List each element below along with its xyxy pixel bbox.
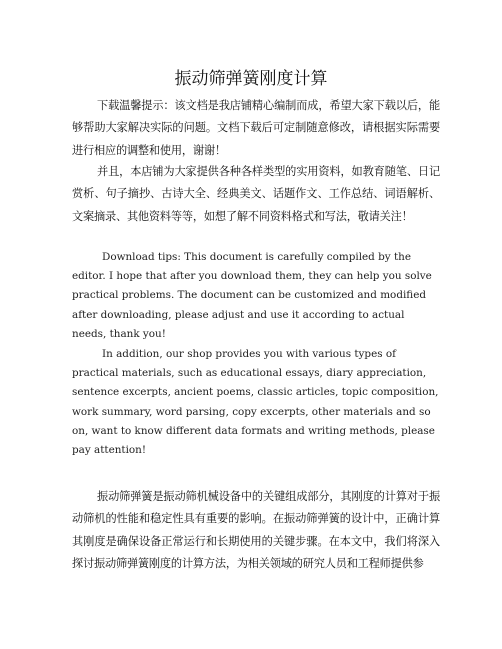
download-tip-paragraph-zh: 下载温馨提示：该文档是我店铺精心编制而成，希望大家下载以后，能够帮助大家解决实际的问题。文档下载后可定制随意修改，请根据实际需要进行相应的调整和使用，谢谢！ — [72, 99, 440, 157]
download-tip-paragraph-en: Download tips: This document is carefully compiled by the editor. I hope that after you download them, they can help you solve practical problems. The document can be customized and modified after downloading, please adjust and use it according to actual needs, thank you! — [72, 251, 432, 340]
shop-notice-paragraph-zh: 并且，本店铺为大家提供各种各样类型的实用资料，如教育随笔、日记赏析、句子摘抄、古诗大全、经典美文、话题作文、工作总结、词语解析、文案摘录、其他资料等等，如想了解不同资料格式和写法，敬请关注！ — [72, 165, 440, 223]
body-paragraph: 振动筛弹簧是振动筛机械设备中的关键组成部分，其刚度的计算对于振动筛机的性能和稳定性具有重要的影响。在振动筛弹簧的设计中，正确计算其刚度是确保设备正常运行和长期使用的关键步骤。在本文中，我们将深入探讨振动筛弹簧刚度的计算方法，为相关领域的研究人员和工程师提供参 — [72, 490, 440, 571]
shop-notice-paragraph-en: In addition, our shop provides you with various types of practical materials, such as educational essays, diary appreciation, sentence excerpts, ancient poems, classic articles, topic composition, work summary, word parsing, copy excerpts, other materials and so on, want to know different data formats and writing methods, please pay attention! — [72, 348, 439, 457]
document-title: 振动筛弹簧刚度计算 — [174, 69, 328, 89]
